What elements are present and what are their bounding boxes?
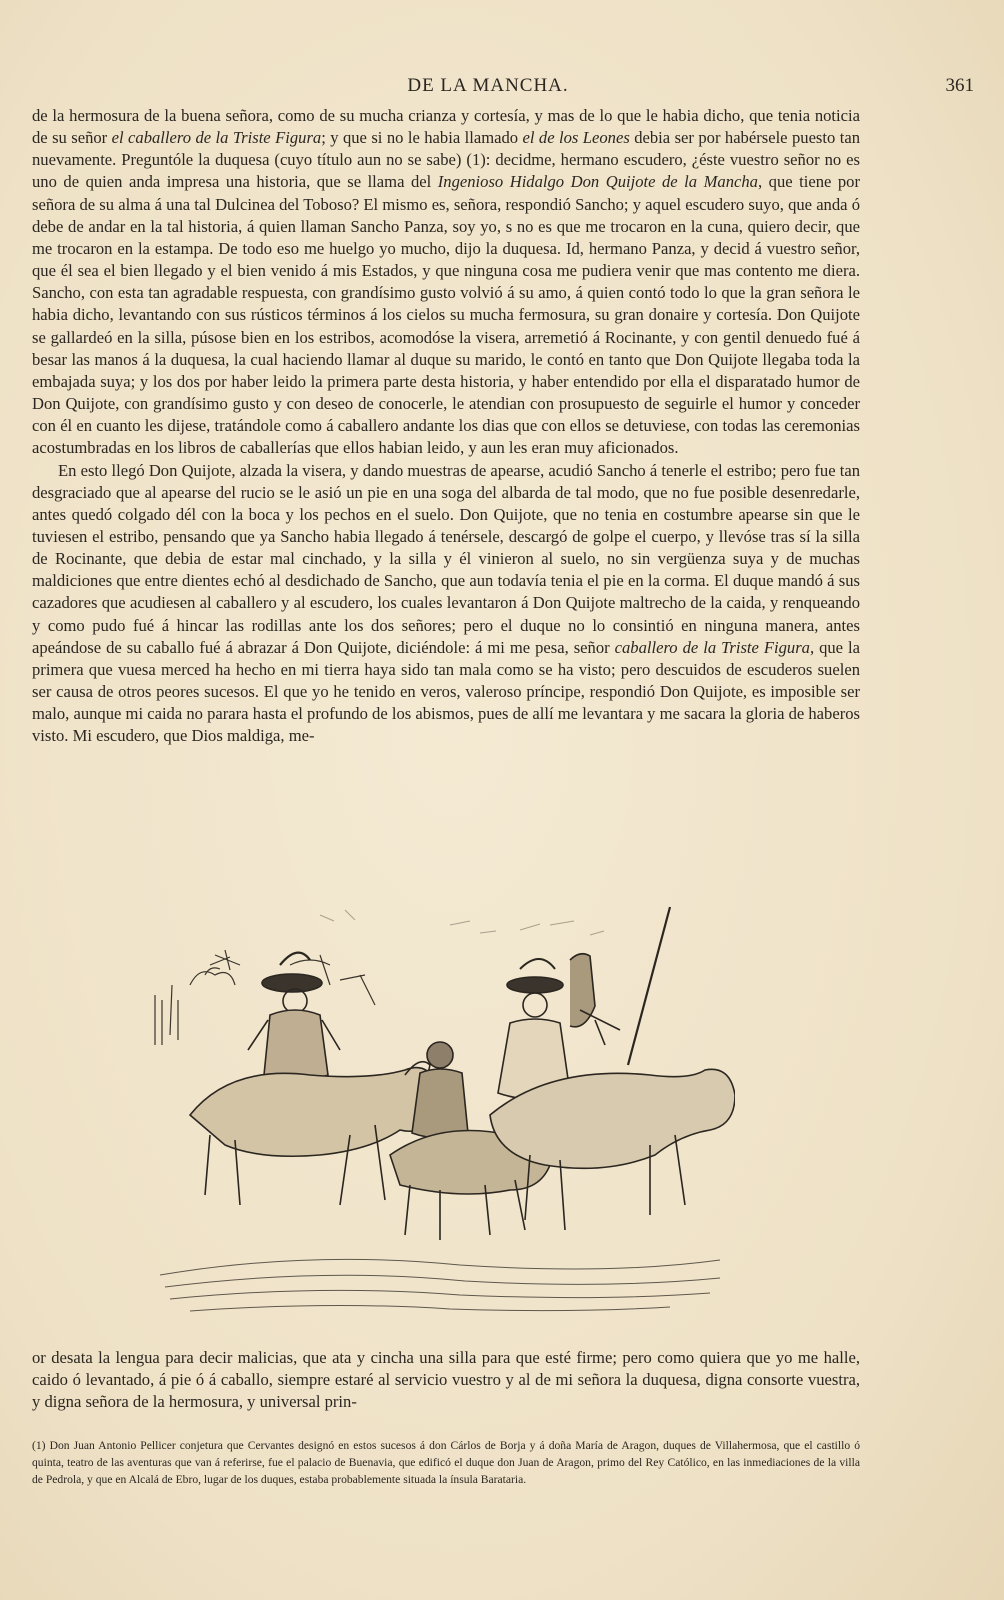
page-header <box>32 75 974 99</box>
paragraph-2 <box>32 460 860 748</box>
text-run: , que tiene por señora de su alma á una tal Dulcinea del Toboso? El mismo es, señora, respondió Sancho; y aquel escudero suyo, que anda ó debe de andar en la tal historia, á quien llaman Sancho Panza, soy yo, s no es que me trocaron en la cuna, quiero decir, que me trocaron en la estampa. De todo eso me huelgo yo mucho, dijo la duquesa. Id, hermano Panza, y decid á vuestro señor, que él sea el bien llegado y el bien venido á mis Estados, y que ninguna cosa me pudiera venir que mas contento me diera. Sancho, con esta tan agradable respuesta, con grandísimo gusto volvió á su amo, á quien contó todo lo que la gran señora le habia dicho, levantando con sus rústicos términos á los cielos su mucha fermosura, su gran donaire y cortesía. Don Quijote se gallardeó en la silla, púsose bien en los estribos, acomodóse la visera, arremetió á Rocinante, y con gentil denuedo fué á besar las manos á la duquesa, la cual haciendo llamar al duque su marido, le contó en tanto que Don Quijote llegaba toda la embajada suya; y los dos por haber leido la primera parte desta historia, y haber entendido por ella el disparatado humor de Don Quijote, con grandísimo gusto y con deseo de conocerle, le atendian con prosupuesto de seguirle el humor y conceder con él en cuanto les dijese, tratándole como á caballero andante los dias que con ellos se detuviese, con todas las ceremonias acostumbradas en los libros de caballerías que ellos habian leido, y aun les eran muy aficionados. <box>32 172 861 458</box>
running-title: DE LA MANCHA. <box>407 75 569 96</box>
italic-run: caballero de la Triste Figura <box>614 637 810 657</box>
ground-hatching <box>160 1259 720 1311</box>
text-run: debia ser por habérsele puesto tan nuevamente. Preguntóle la duquesa (cuyo título aun no se sabe) (1): decidme, hermano escudero, ¿éste vuestro señor no es uno de quien anda impresa una historia, que se llama del <box>32 128 860 192</box>
engraving-illustration <box>150 895 735 1330</box>
text-run: , que la primera que vuesa merced ha hecho en mi tierra haya sido tan mala como se ha visto; pero descuidos de escuderos suelen ser causa de otros peores sucesos. El que yo he tenido en veros, valeroso príncipe, respondió Don Quijote, es imposible ser malo, aunque mi caida no parara hasta el profundo de los abismos, pues de allí me levantara y me sacara la gloria de haberos visto. Mi escudero, que Dios maldiga, me- <box>32 637 860 746</box>
italic-run: el de los Leones <box>522 128 630 148</box>
sky-hatching <box>320 910 604 935</box>
background-hunters <box>155 950 375 1045</box>
text-run: ; y que si no le habia llamado <box>321 128 523 148</box>
body-text-lower <box>32 1347 860 1413</box>
italic-run: el caballero de la Triste Figura <box>111 128 322 148</box>
italic-run: Ingenioso Hidalgo Don Quijote de la Mancha <box>437 172 758 192</box>
text-run: de la hermosura de la buena señora, como de su mucha crianza y cortesía, y mas de lo que le habia dicho, que tenia noticia de su señor <box>32 106 860 148</box>
paragraph-1 <box>32 105 860 460</box>
text-run: En esto llegó Don Quijote, alzada la visera, y dando muestras de apearse, acudió Sancho á tenerle el estribo; pero fue tan desgraciado que al apearse del rucio se le asió un pie en una soga del albarda de tal modo, que no fue posible desenredarle, antes quedó colgado dél con la boca y los pechos en el suelo. Don Quijote, que no tenia en costumbre apearse sin que le tuviesen el estribo, pensando que ya Sancho habia llegado á tenérsele, descargó de golpe el cuerpo, y llevóse tras sí la silla de Rocinante, que debia de estar mal cinchado, y la silla y él vinieron al suelo, no sin vergüenza suya y de muchas maldiciones que entre dientes echó al desdichado de Sancho, que aun todavía tenia el pie en la corma. El duque mandó á sus cazadores que acudiesen al caballero y al escudero, los cuales levantaron á Don Quijote maltrecho de la caida, y renqueando y como pudo fué á hincar las rodillas ante los dos señores; pero el duque no lo consintió en ninguna manera, antes apeándose de su caballo fué á abrazar á Don Quijote, diciéndole: á mi me pesa, señor <box>32 460 860 657</box>
page-number: 361 <box>945 75 974 96</box>
footnote: (1) Don Juan Antonio Pellicer conjetura que Cervantes designó en estos sucesos á don Cárlos de Borja y á doña María de Aragon, duques de Villahermosa, que el castillo ó quinta, teatro de las aventuras que van á referirse, fue el palacio de Buenavia, que edificó el duque don Juan de Aragon, primo del Rey Católico, en las inmediaciones de la villa de Pedrola, y que en Alcalá de Ebro, lugar de los duques, estaba probablemente situada la ínsula Barataria. <box>32 1439 860 1486</box>
duchess-on-horse <box>490 954 735 1230</box>
lance <box>628 907 670 1065</box>
paragraph-3: or desata la lengua para decir malicias, que ata y cincha una silla para que esté firme; pero como quiera que yo me halle, caido ó levantado, á pie ó á caballo, siempre estaré al servicio vuestro y al de mi señora la duquesa, digna consorte vuestra, y digna señora de la hermosura, y universal prin- <box>32 1348 860 1412</box>
body-text-upper <box>32 105 860 748</box>
